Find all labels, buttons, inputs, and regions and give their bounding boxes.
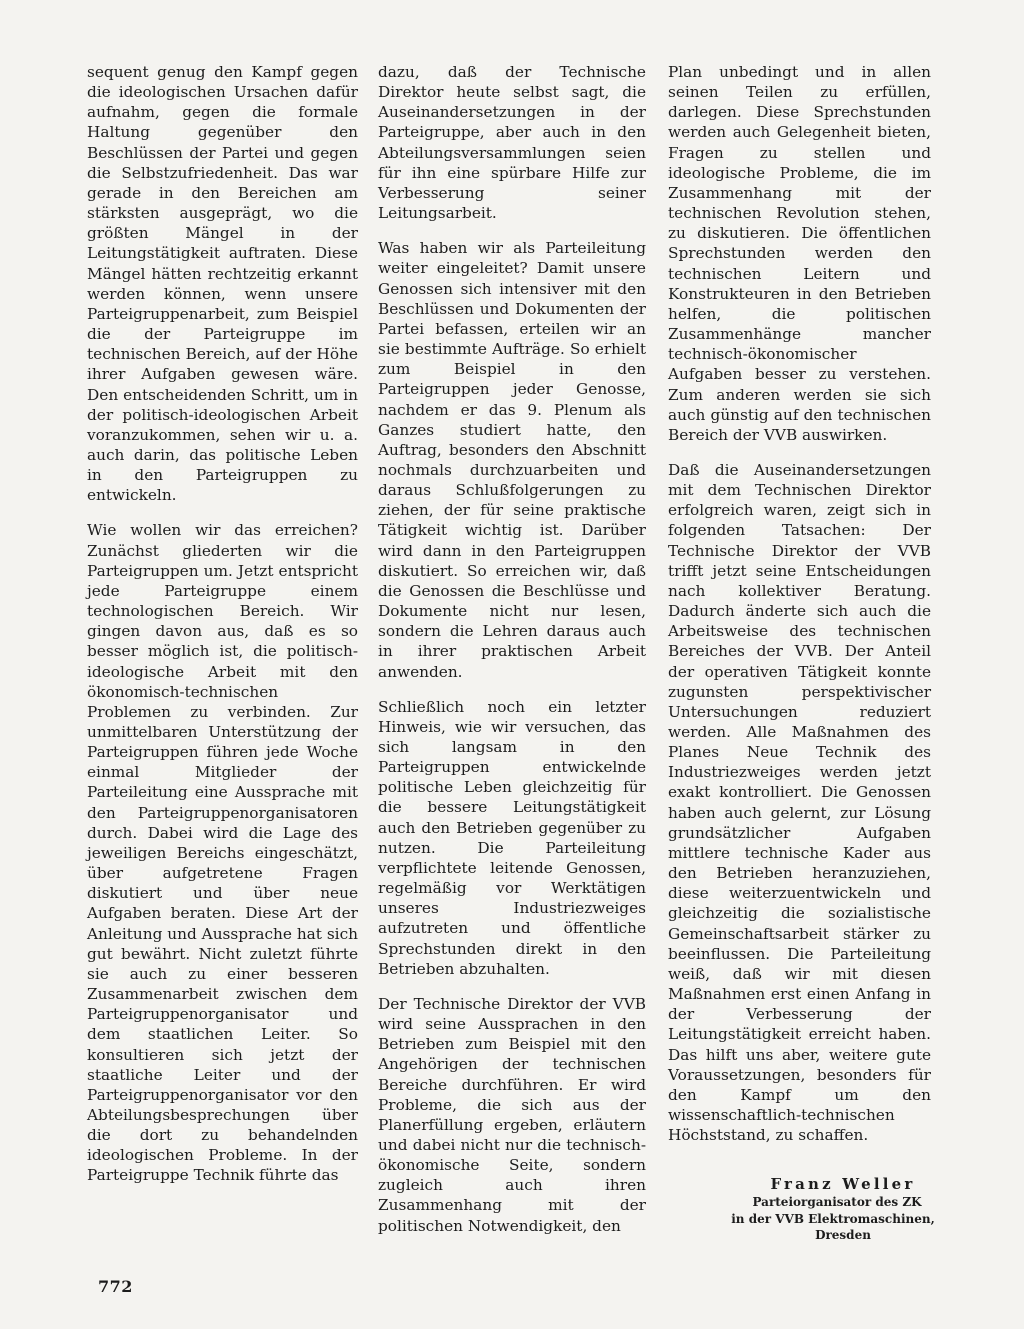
author-signature xyxy=(668,1174,948,1244)
paragraph: Plan unbedingt und in allen seinen Teilen zu erfüllen, darlegen. Diese Sprechstunden werden auch Gelegenheit bieten, Fragen zu stellen und ideologische Probleme, die im Zusammenhang mit der technischen Revolution stehen, zu diskutieren. Die öffentlichen Sprechstunden werden den technischen Leitern und Konstrukteuren in den Betrieben helfen, die politischen Zusammenhänge mancher technisch-ökonomischer Aufgaben besser zu verstehen. Zum anderen werden sie sich auch günstig auf den technischen Bereich der VVB auswirken. xyxy=(668,63,931,444)
text-column-2 xyxy=(378,62,646,1236)
paragraph: Schließlich noch ein letzter Hinweis, wie wir versuchen, das sich langsam in den Parteigruppen entwickelnde politische Leben gleichzeitig für die bessere Leitungstätigkeit auch den Betrieben gegenüber zu nutzen. Die Parteileitung verpflichtete leitende Genossen, regelmäßig vor Werktätigen unseres Industriezweiges aufzutreten und öffentliche Sprechstunden direkt in den Betrieben abzuhalten. xyxy=(378,697,646,978)
author-city: Dresden xyxy=(815,1228,871,1242)
author-role: Parteiorganisator des ZK xyxy=(752,1195,922,1209)
paragraph: dazu, daß der Technische Direktor heute selbst sagt, die Auseinandersetzungen in der Parteigruppe, aber auch in den Abteilungsversammlungen seien für ihn eine spürbare Hilfe zur Verbesserung seiner Leitungsarbeit. xyxy=(378,63,646,223)
page-number: 772 xyxy=(98,1277,133,1296)
author-name: Franz Weller xyxy=(770,1175,916,1193)
paragraph: sequent genug den Kampf gegen die ideologischen Ursachen dafür aufnahm, gegen die formale Haltung gegenüber den Beschlüssen der Partei und gegen die Selbstzufriedenheit. Das war gerade in den Bereichen am stärksten ausgeprägt, wo die größten Mängel in der Leitungstätigkeit auftraten. Diese Mängel hätten rechtzeitig erkannt werden können, wenn unsere Parteigruppenarbeit, zum Beispiel die der Parteigruppe im technischen Bereich, auf der Höhe ihrer Aufgaben gewesen wäre. Den entscheidenden Schritt, um in der politisch-ideologischen Arbeit voranzukommen, sehen wir u. a. auch darin, das politische Leben in den Parteigruppen zu entwickeln. xyxy=(87,63,358,505)
text-column-1 xyxy=(87,62,358,1186)
paragraph: Daß die Auseinandersetzungen mit dem Technischen Direktor erfolgreich waren, zeigt sich in folgenden Tatsachen: Der Technische Direktor der VVB trifft jetzt seine Entscheidungen nach kollektiver Beratung. Dadurch änderte sich auch die Arbeitsweise des technischen Bereiches der VVB. Der Anteil der operativen Tätigkeit konnte zugunsten perspektivischer Untersuchungen reduziert werden. Alle Maßnahmen des Planes Neue Technik des Industriezweiges werden jetzt exakt kontrolliert. Die Genossen haben auch gelernt, zur Lösung grundsätzlicher Aufgaben mittlere technische Kader aus den Betrieben heranzuziehen, diese weiterzuentwickeln und gleichzeitig die sozialistische Gemeinschaftsarbeit stärker zu beeinflussen. Die Parteileitung weiß, daß wir mit diesen Maßnahmen erst einen Anfang in der Verbesserung der Leitungstätigkeit erreicht haben. Das hilft uns aber, weitere gute Voraussetzungen, besonders für den Kampf um den wissenschaftlich-technischen Höchststand, zu schaffen. xyxy=(668,460,931,1145)
paragraph: Der Technische Direktor der VVB wird seine Aussprachen in den Betrieben zum Beispiel mit den Angehörigen der technischen Bereiche durchführen. Er wird Probleme, die sich aus der Planerfüllung ergeben, erläutern und dabei nicht nur die technisch-ökonomische Seite, sondern zugleich auch ihren Zusammenhang mit der politischen Notwendigkeit, den xyxy=(378,994,646,1235)
paragraph: Wie wollen wir das erreichen? Zunächst gliederten wir die Parteigruppen um. Jetzt entspricht jede Parteigruppe einem technologischen Bereich. Wir gingen davon aus, daß es so besser möglich ist, die politisch-ideologische Arbeit mit den ökonomisch-technischen Problemen zu verbinden. Zur unmittelbaren Unterstützung der Parteigruppen führen jede Woche einmal Mitglieder der Parteileitung eine Aussprache mit den Parteigruppenorganisatoren durch. Dabei wird die Lage des jeweiligen Bereichs eingeschätzt, über aufgetretene Fragen diskutiert und über neue Aufgaben beraten. Diese Art der Anleitung und Aussprache hat sich gut bewährt. Nicht zuletzt führte sie auch zu einer besseren Zusammenarbeit zwischen dem Parteigruppenorganisator und dem staatlichen Leiter. So konsultieren sich jetzt der staatliche Leiter und der Parteigruppenorganisator vor den Abteilungsbesprechungen über die dort zu behandelnden ideologischen Probleme. In der Parteigruppe Technik führte das xyxy=(87,521,358,1185)
paragraph: Was haben wir als Parteileitung weiter eingeleitet? Damit unsere Genossen sich intensiver mit den Beschlüssen und Dokumenten der Partei befassen, erteilen wir an sie bestimmte Aufträge. So erhielt zum Beispiel in den Parteigruppen jeder Genosse, nachdem er das 9. Plenum als Ganzes studiert hatte, den Auftrag, besonders den Abschnitt nochmals durchzuarbeiten und daraus Schlußfolgerungen zu ziehen, der für seine praktische Tätigkeit wichtig ist. Darüber wird dann in den Parteigruppen diskutiert. So erreichen wir, daß die Genossen die Beschlüsse und Dokumente nicht nur lesen, sondern die Lehren daraus auch in ihrer praktischen Arbeit anwenden. xyxy=(378,239,646,681)
text-column-3 xyxy=(668,62,931,1145)
author-organization: in der VVB Elektromaschinen, xyxy=(731,1211,935,1226)
